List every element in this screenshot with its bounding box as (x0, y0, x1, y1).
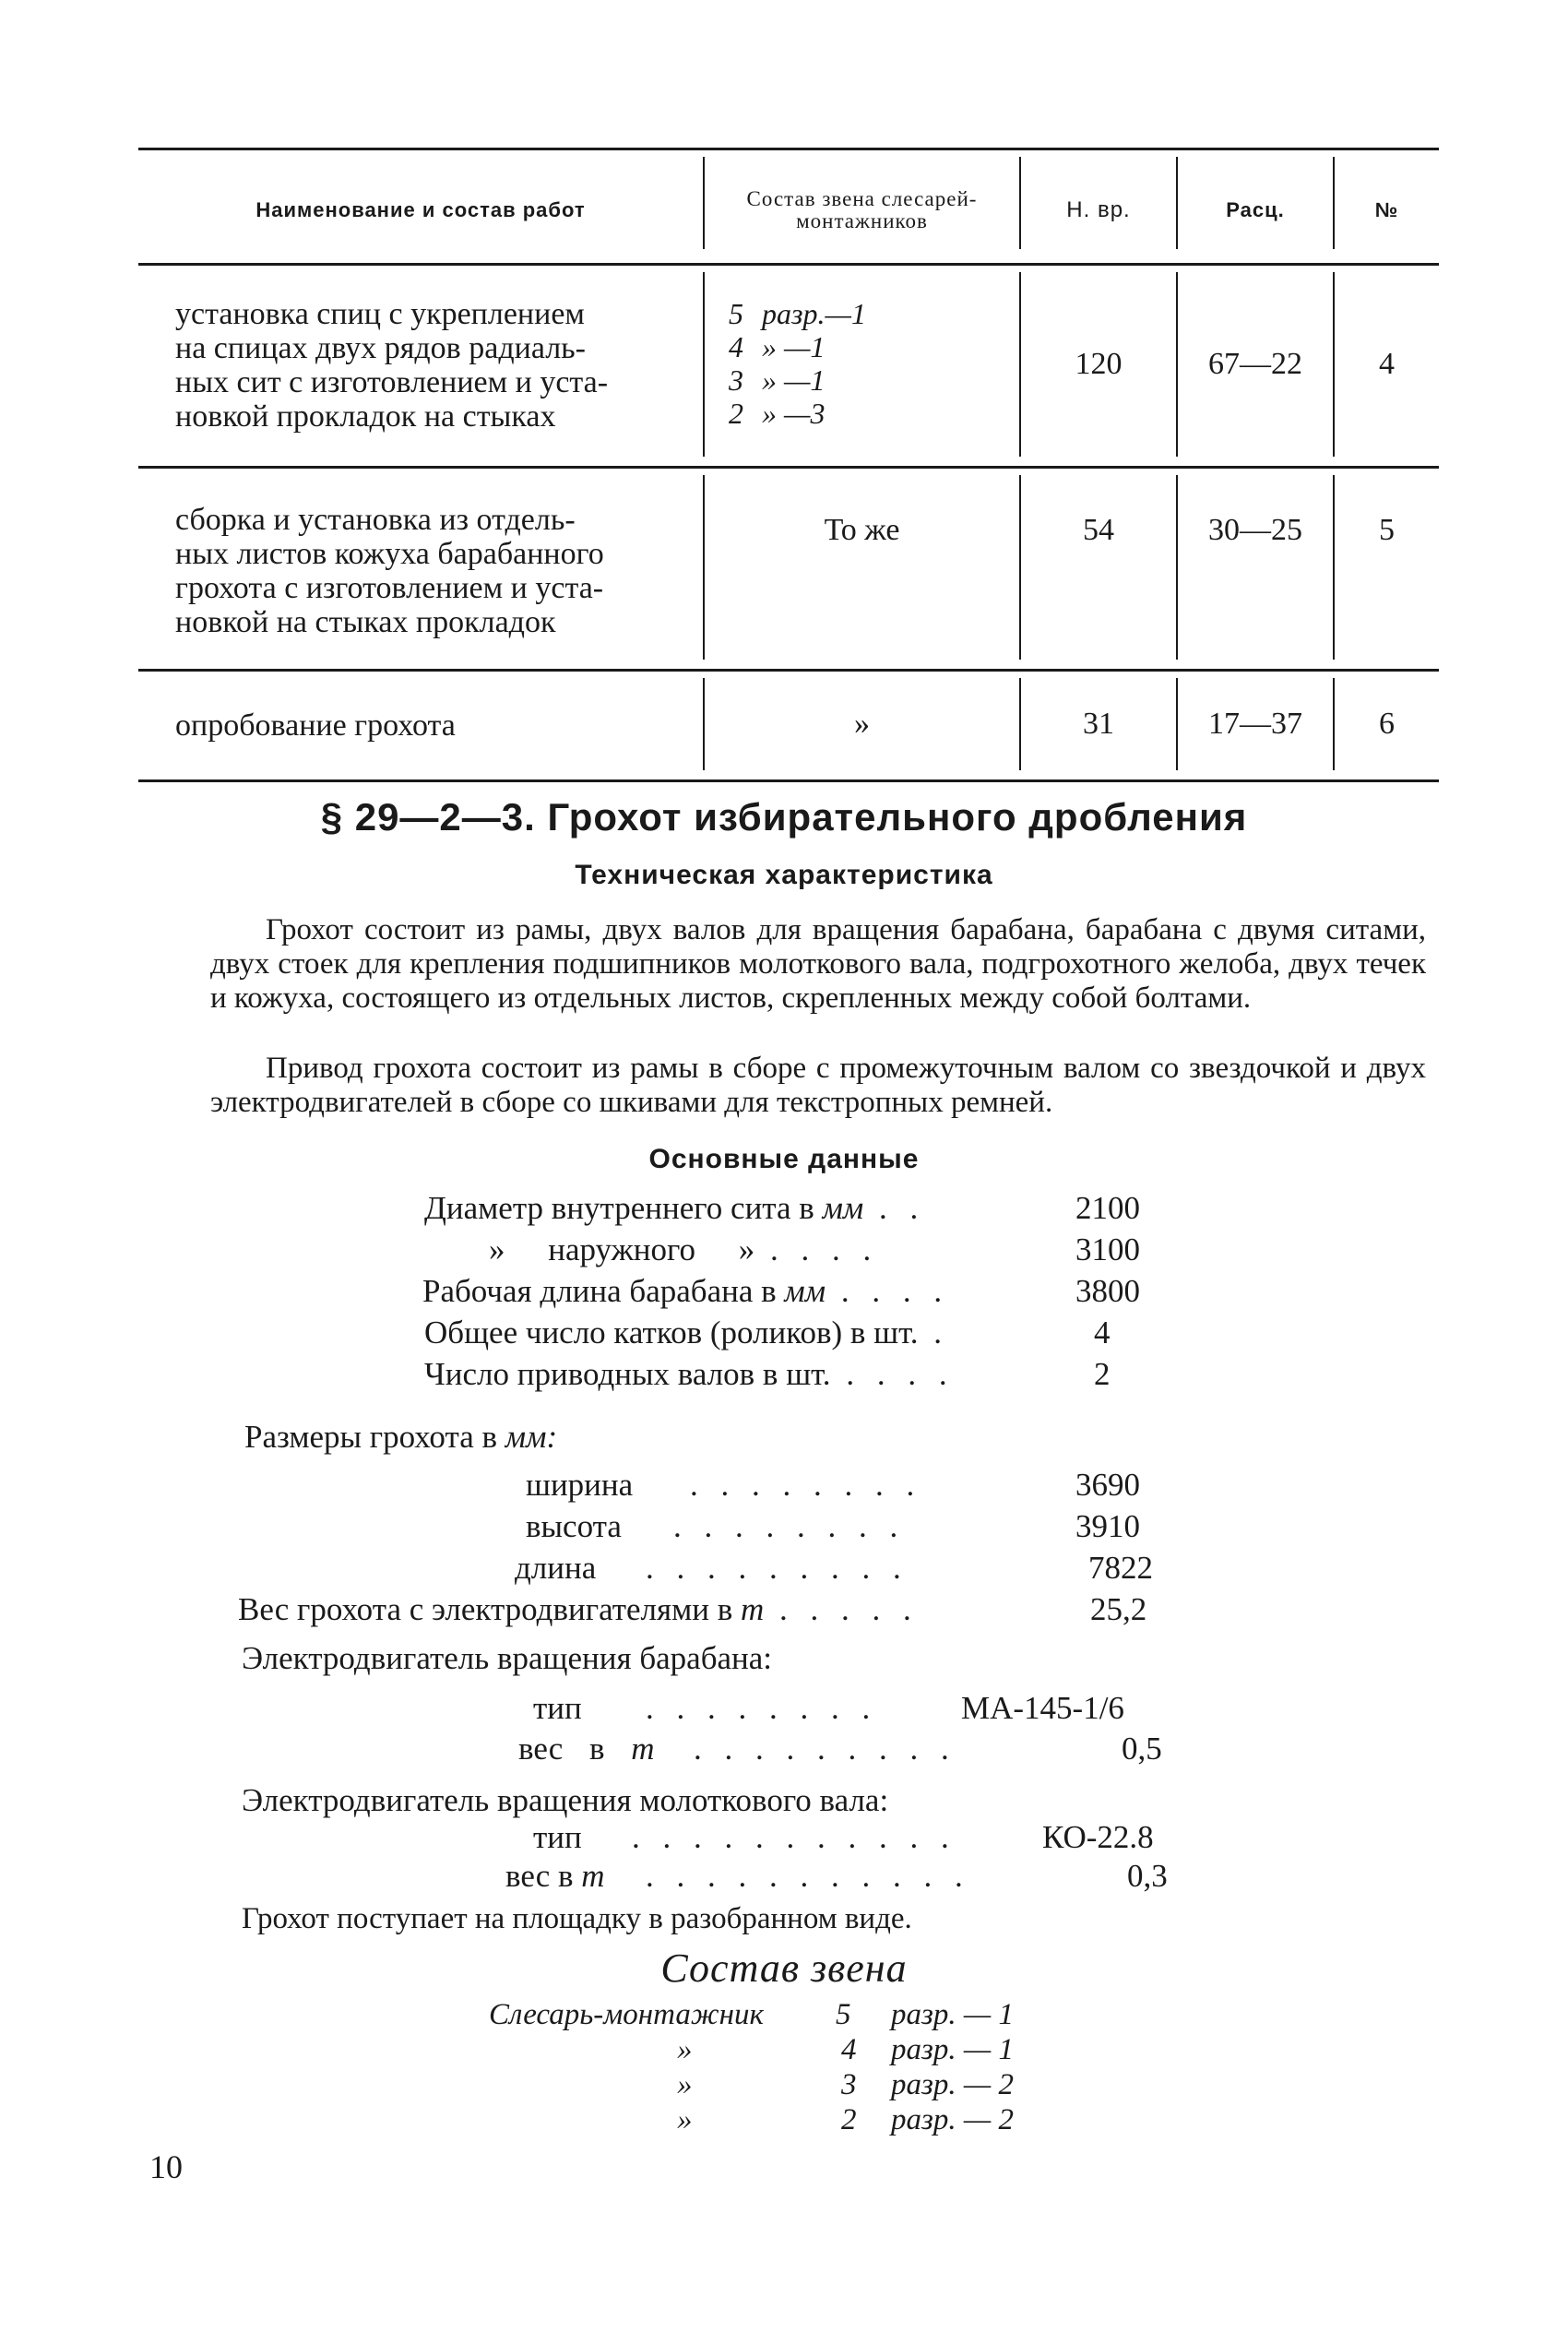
row1-work (175, 297, 692, 434)
crew-title: Состав звена (660, 1945, 908, 1991)
row3-work-line: опробование грохота (175, 708, 456, 743)
row1-crew-grade: 3 (729, 363, 743, 397)
dimension-dots: . . . . . . . . (690, 1467, 922, 1503)
motor1-type-value: МА-145-1/6 (961, 1690, 1124, 1726)
row2-norm: 54 (1083, 513, 1114, 547)
motor1-weight-value: 0,5 (1122, 1731, 1162, 1767)
crew-name: » (677, 2103, 693, 2136)
main-data-unit: мм (822, 1190, 864, 1226)
dimension-label: длина (515, 1550, 597, 1586)
table-bottom-rule (138, 779, 1439, 782)
row3-rate: 17—37 (1208, 707, 1302, 741)
motor1-type-label: тип (533, 1690, 582, 1726)
header-work: Наименование и состав работ (255, 198, 586, 221)
motor1-dots: . . . . . . . . (646, 1690, 878, 1726)
row1-crew-count: » —3 (762, 397, 826, 430)
dimension-value: 3690 (1075, 1467, 1140, 1503)
row1-work-line: на спицах двух рядов радиаль- (175, 331, 587, 365)
row2-rate: 30—25 (1208, 513, 1302, 547)
main-data-row (489, 1231, 878, 1268)
main-data-label: » наружного » (489, 1231, 755, 1267)
motor1-weight-dots: . . . . . . . . . (694, 1731, 956, 1767)
motor1-weight-text: вес в (518, 1731, 632, 1767)
header-crew-line2: монтажников (796, 209, 928, 232)
row1-work-line: установка спиц с укреплением (175, 297, 585, 331)
main-data-label: Общее число катков (роликов) в шт. (424, 1315, 919, 1350)
crew-grade: 3 (841, 2068, 857, 2101)
dimension-label: высота (526, 1508, 622, 1544)
crew-count: разр. — 2 (891, 2103, 1014, 2136)
header-crew-line1: Состав звена слесарей- (746, 187, 978, 210)
main-data-label: Рабочая длина барабана в (422, 1273, 785, 1309)
crew-grade: 2 (841, 2103, 857, 2136)
main-data-label: Число приводных валов в шт. (424, 1356, 831, 1392)
row2-work (175, 503, 692, 639)
section-title: § 29—2—3. Грохот избирательного дробления (320, 795, 1248, 839)
crew-count: разр. — 1 (891, 1998, 1014, 2031)
paragraph-2: Привод грохота состоит из рамы в сборе с промежуточным валом со звездочкой и двух электродвигателей в сборе со шкивами для текстропных ремней. (210, 1052, 1426, 1119)
row-rule (138, 669, 1439, 672)
motor2-weight-dots: . . . . . . . . . . . (646, 1858, 970, 1894)
col-divider (703, 272, 705, 457)
main-data-value: 2100 (1075, 1190, 1140, 1226)
row1-rate: 67—22 (1208, 347, 1302, 381)
row1-crew-count: разр.—1 (762, 297, 866, 330)
crew-name: » (677, 2068, 693, 2101)
motor2-weight-text: вес в (505, 1858, 582, 1894)
main-data-row (424, 1356, 955, 1393)
motor2-weight-label (505, 1858, 605, 1895)
dimension-value: 3910 (1075, 1508, 1140, 1544)
dimension-label: ширина (526, 1467, 634, 1503)
delivery-note: Грохот поступает на площадку в разобранном виде. (242, 1902, 912, 1935)
row3-number: 6 (1379, 707, 1395, 741)
page-number: 10 (149, 2148, 183, 2185)
crew-grade: 4 (841, 2033, 857, 2066)
row1-crew-grade: 5 (729, 297, 743, 330)
main-data-dots: . . . . (754, 1231, 879, 1267)
motor2-weight-value: 0,3 (1127, 1858, 1168, 1894)
row2-crew: То же (824, 513, 900, 547)
row2-number: 5 (1379, 513, 1395, 547)
dimensions-title (244, 1419, 557, 1456)
main-data-row (424, 1315, 949, 1351)
crew-grade: 5 (836, 1998, 851, 2031)
row3-work (175, 708, 692, 743)
dimension-value: 7822 (1088, 1550, 1153, 1586)
row1-crew-count: » —1 (762, 363, 826, 397)
main-data-value: 3100 (1075, 1231, 1140, 1267)
row1-crew-grade: 2 (729, 397, 743, 430)
main-data-label: Диаметр внутреннего сита в (424, 1190, 823, 1226)
main-data-dots: . . . . (830, 1356, 955, 1392)
row1-crew (729, 297, 866, 430)
row2-work-line: грохота с изготовлением и уста- (175, 571, 604, 605)
row1-work-line: ных сит с изготовлением и уста- (175, 365, 609, 399)
row1-number: 4 (1379, 347, 1395, 381)
motor1-title: Электродвигатель вращения барабана: (242, 1640, 773, 1676)
row3-norm: 31 (1083, 707, 1114, 741)
main-data-dots: . . . . (826, 1273, 950, 1309)
header-norm: Н. вр. (1066, 197, 1131, 222)
row-rule (138, 466, 1439, 469)
main-data-row (424, 1190, 925, 1227)
main-data-title: Основные данные (648, 1144, 920, 1174)
motor1-weight-unit: т (631, 1731, 655, 1767)
header-rate: Расц. (1226, 198, 1285, 221)
weight-value: 25,2 (1090, 1591, 1147, 1627)
dimensions-unit: мм: (505, 1419, 558, 1455)
main-data-value: 4 (1094, 1315, 1111, 1350)
row2-work-line: сборка и установка из отдель- (175, 503, 576, 537)
main-data-value: 3800 (1075, 1273, 1140, 1309)
weight-unit: т (741, 1591, 765, 1627)
header-rule (138, 263, 1439, 266)
main-data-row (422, 1273, 949, 1310)
weight-dots: . . . . . (764, 1591, 919, 1627)
row2-work-line: новкой на стыках прокладок (175, 605, 556, 639)
motor2-type-value: КО-22.8 (1042, 1819, 1154, 1855)
row2-work-line: ных листов кожуха барабанного (175, 537, 604, 571)
paragraph-1: Грохот состоит из рамы, двух валов для вращения барабана, барабана с двумя ситами, двух стоек для крепления подшипников молоткового вала, подгрохотного желоба, двух течек и кожуха, состоящего из отдельных листов, скрепленных между собой болтами. (210, 913, 1426, 1015)
motor2-title: Электродвигатель вращения молоткового вала: (242, 1782, 889, 1818)
main-data-dots: . . (863, 1190, 926, 1226)
row3-crew: » (854, 707, 870, 741)
row1-crew-grade: 4 (729, 330, 743, 363)
motor2-weight-unit: т (581, 1858, 605, 1894)
main-data-unit: мм (784, 1273, 826, 1309)
row1-crew-count: » —1 (762, 330, 826, 363)
row1-work-line: новкой прокладок на стыках (175, 399, 556, 434)
motor1-weight-label (518, 1731, 655, 1767)
dimension-dots: . . . . . . . . (673, 1508, 906, 1544)
motor2-dots: . . . . . . . . . . . (632, 1819, 956, 1855)
table-top-rule (138, 148, 1439, 150)
row1-norm: 120 (1075, 347, 1123, 381)
main-data-value: 2 (1094, 1356, 1111, 1392)
crew-name: Слесарь-монтажник (489, 1998, 764, 2031)
main-data-dots: . (918, 1315, 950, 1350)
dimensions-title-text: Размеры грохота в (244, 1419, 505, 1455)
weight-row (238, 1591, 919, 1628)
weight-label: Вес грохота с электродвигателями в (238, 1591, 742, 1627)
dimension-dots: . . . . . . . . . (646, 1550, 909, 1586)
header-number: № (1374, 198, 1399, 221)
crew-name: » (677, 2033, 693, 2066)
work-table (138, 148, 1439, 784)
header-crew (705, 164, 1019, 256)
motor2-type-label: тип (533, 1819, 582, 1855)
crew-count: разр. — 2 (891, 2068, 1014, 2101)
crew-count: разр. — 1 (891, 2033, 1014, 2066)
tech-title: Техническая характеристика (575, 860, 993, 890)
